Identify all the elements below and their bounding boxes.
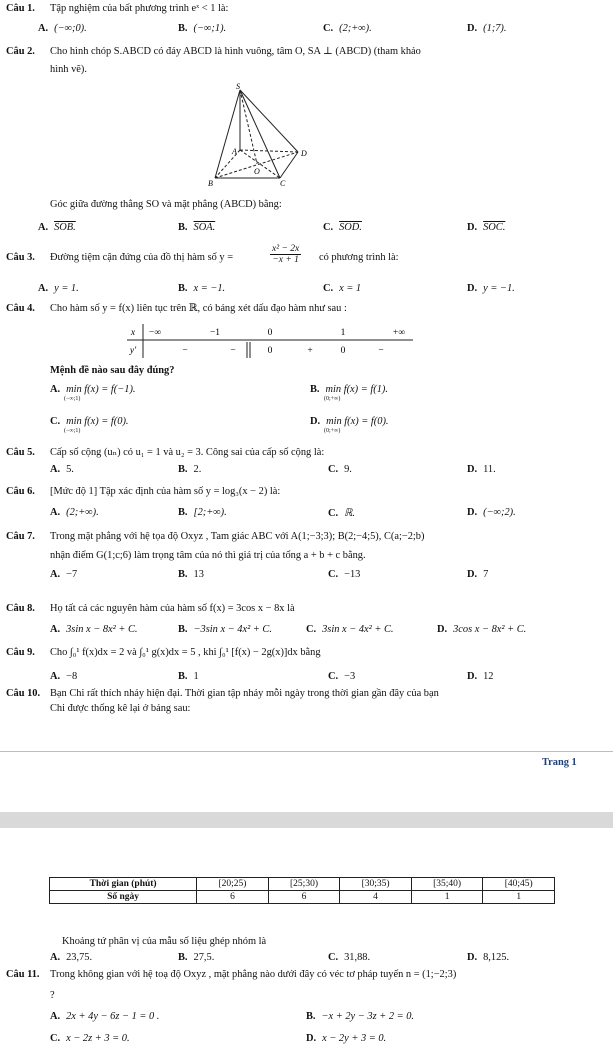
option-c[interactable]: C. (2;+∞). bbox=[323, 23, 372, 34]
question-number: Câu 5. bbox=[6, 447, 35, 458]
question-text-cont: hình vẽ). bbox=[50, 64, 87, 75]
svg-text:0: 0 bbox=[267, 328, 273, 338]
option-d[interactable]: D. y = −1. bbox=[467, 283, 515, 294]
sign-table bbox=[125, 322, 415, 360]
page-break bbox=[0, 812, 613, 828]
question-text: Cấp số cộng (uₙ) có u₁ = 1 và u₂ = 3. Công sai của cấp số cộng là: bbox=[50, 447, 325, 458]
question-text: Tập nghiệm của bất phương trình eˣ < 1 là: bbox=[50, 3, 229, 14]
option-d[interactable]: D. 12 bbox=[467, 671, 494, 682]
option-a[interactable]: A. (−∞;0). bbox=[38, 23, 87, 34]
option-c[interactable]: C. ℝ. bbox=[328, 508, 355, 519]
question-text-cont: có phương trình là: bbox=[319, 252, 399, 263]
numerator: x² − 2x bbox=[272, 244, 300, 254]
question-4 bbox=[6, 302, 347, 314]
option-a[interactable]: A. 5. bbox=[50, 464, 74, 475]
option-a[interactable]: A. 2x + 4y − 6z − 1 = 0 . bbox=[50, 1011, 160, 1022]
option-c[interactable]: C. 31,88. bbox=[328, 952, 371, 963]
option-d[interactable]: D. (−∞;2). bbox=[467, 507, 516, 518]
svg-text:−: − bbox=[378, 346, 384, 356]
question-text: Cho hình chóp S.ABCD có đáy ABCD là hình vuông, tâm O, SA ⊥ (ABCD) (tham khảo bbox=[50, 46, 421, 57]
svg-text:+: + bbox=[307, 346, 313, 356]
option-c[interactable]: C. x = 1 bbox=[323, 283, 362, 294]
table-header-row: Thời gian (phút) [20;25) [25;30) [30;35) [35;40) [40;45) bbox=[50, 878, 555, 891]
question-text: Họ tất cả các nguyên hàm của hàm số f(x) = 3cos x − 8x là bbox=[50, 603, 295, 614]
option-b[interactable]: B. SOA. bbox=[178, 222, 216, 233]
label-c: C bbox=[280, 179, 286, 188]
question-number: Câu 3. bbox=[6, 252, 35, 263]
option-b[interactable]: B. min f(x) = f(1). bbox=[310, 384, 388, 395]
page-number: Trang 1 bbox=[542, 757, 577, 768]
question-text: Trong không gian với hệ toạ độ Oxyz , mặt phẳng nào dưới đây có véc tơ pháp tuyến n = (1;−2;3) bbox=[50, 969, 457, 980]
option-b[interactable]: B. 1 bbox=[178, 671, 199, 682]
option-a[interactable]: A. min f(x) = f(−1). bbox=[50, 384, 136, 395]
question-number: Câu 4. bbox=[6, 303, 35, 314]
option-d[interactable]: D. 11. bbox=[467, 464, 496, 475]
label-s: S bbox=[236, 82, 240, 91]
option-b[interactable]: B. [2;+∞). bbox=[178, 507, 227, 518]
option-a[interactable]: A. −8 bbox=[50, 671, 78, 682]
question-text-cont: Chi được thống kê lại ở bảng sau: bbox=[50, 703, 191, 714]
option-b[interactable]: B. 13 bbox=[178, 569, 204, 580]
label-o: O bbox=[254, 167, 260, 176]
option-b[interactable]: B. −3sin x − 4x² + C. bbox=[178, 624, 272, 635]
svg-text:−∞: −∞ bbox=[148, 328, 162, 338]
question-11 bbox=[6, 969, 456, 980]
table-row: Số ngày 6 6 4 1 1 bbox=[50, 891, 555, 904]
question-text: Đường tiệm cận đứng của đồ thị hàm số y = bbox=[50, 252, 234, 263]
option-b[interactable]: B. x = −1. bbox=[178, 283, 226, 294]
option-d[interactable]: D. 3cos x − 8x² + C. bbox=[437, 624, 527, 635]
question-number: Câu 8. bbox=[6, 603, 35, 614]
option-b[interactable]: B. −x + 2y − 3z + 2 = 0. bbox=[306, 1011, 415, 1022]
question-7 bbox=[6, 531, 424, 542]
svg-text:+∞: +∞ bbox=[392, 328, 406, 338]
question-6 bbox=[6, 486, 280, 497]
option-b[interactable]: B. 27,5. bbox=[178, 952, 215, 963]
question-text: Cho hàm số y = f(x) liên tục trên ℝ, có bảng xét dấu đạo hàm như sau : bbox=[50, 303, 347, 314]
question-text-cont: Góc giữa đường thẳng SO và mặt phẳng (ABCD) bằng: bbox=[50, 199, 282, 210]
page-divider bbox=[0, 751, 613, 752]
question-text: Cho ∫₀¹ f(x)dx = 2 và ∫₀¹ g(x)dx = 5 , khi ∫₀¹ [f(x) − 2g(x)]dx bằng bbox=[50, 647, 321, 658]
svg-text:−: − bbox=[230, 346, 236, 356]
question-number: Câu 6. bbox=[6, 486, 35, 497]
option-c[interactable]: C. −3 bbox=[328, 671, 356, 682]
option-d[interactable]: D. (1;7). bbox=[467, 23, 507, 34]
option-a[interactable]: A. SOB. bbox=[38, 222, 76, 233]
pyramid-figure bbox=[188, 82, 338, 192]
question-text-cont: Khoảng tứ phân vị của mẫu số liệu ghép nhóm là bbox=[62, 936, 267, 947]
option-b[interactable]: B. 2. bbox=[178, 464, 202, 475]
option-a[interactable]: A. 3sin x − 8x² + C. bbox=[50, 624, 138, 635]
option-c[interactable]: C. SOD. bbox=[323, 222, 362, 233]
option-d[interactable]: D. SOC. bbox=[467, 222, 506, 233]
denominator: −x + 1 bbox=[272, 255, 299, 265]
question-text: Trong mặt phẳng với hệ tọa độ Oxyz , Tam giác ABC với A(1;−3;3); B(2;−4;5), C(a;−2;b) bbox=[50, 531, 425, 542]
question-number: Câu 11. bbox=[6, 969, 40, 980]
svg-text:1: 1 bbox=[340, 328, 346, 338]
option-c[interactable]: C. x − 2z + 3 = 0. bbox=[50, 1033, 130, 1044]
option-a[interactable]: A. y = 1. bbox=[38, 283, 79, 294]
option-a[interactable]: A. 23,75. bbox=[50, 952, 93, 963]
question-number: Câu 1. bbox=[6, 3, 35, 14]
question-text: [Mức độ 1] Tập xác định của hàm số y = log₃(x − 2) là: bbox=[50, 486, 281, 497]
question-text-cont: nhận điểm G(1;c;6) làm trọng tâm của nó thì giá trị của tổng a + b + c bằng. bbox=[50, 550, 366, 561]
question-5 bbox=[6, 446, 324, 458]
option-d[interactable]: D. 8,125. bbox=[467, 952, 510, 963]
option-a[interactable]: A. (2;+∞). bbox=[50, 507, 99, 518]
question-number: Câu 7. bbox=[6, 531, 35, 542]
frequency-table bbox=[49, 877, 555, 904]
question-text: Bạn Chi rất thích nhảy hiện đại. Thời gian tập nhảy mỗi ngày trong thời gian gần đây của bạn bbox=[50, 688, 439, 699]
question-10 bbox=[6, 688, 439, 699]
label-a: A bbox=[232, 147, 237, 156]
option-d[interactable]: D. 7 bbox=[467, 569, 489, 580]
row-label-x: x bbox=[130, 328, 136, 338]
option-c[interactable]: C. min f(x) = f(0). bbox=[50, 416, 129, 427]
question-number: Câu 10. bbox=[6, 688, 41, 699]
svg-text:0: 0 bbox=[340, 346, 346, 356]
fraction bbox=[270, 244, 301, 265]
question-8 bbox=[6, 603, 295, 614]
option-c[interactable]: C. 9. bbox=[328, 464, 352, 475]
svg-text:−1: −1 bbox=[209, 328, 221, 338]
question-number: Câu 9. bbox=[6, 647, 35, 658]
question-3 bbox=[6, 252, 233, 263]
option-c[interactable]: C. 3sin x − 4x² + C. bbox=[306, 624, 394, 635]
svg-text:−: − bbox=[182, 346, 188, 356]
question-1 bbox=[6, 3, 228, 14]
option-d[interactable]: D. x − 2y + 3 = 0. bbox=[306, 1033, 387, 1044]
question-prompt: Mệnh đề nào sau đây đúng? bbox=[50, 365, 175, 376]
row-label-y: y' bbox=[129, 346, 137, 356]
svg-text:0: 0 bbox=[267, 346, 273, 356]
option-c[interactable]: C. −13 bbox=[328, 569, 361, 580]
question-2 bbox=[6, 45, 421, 57]
label-d: D bbox=[301, 149, 307, 158]
option-b[interactable]: B. (−∞;1). bbox=[178, 23, 227, 34]
question-9 bbox=[6, 647, 321, 658]
option-d[interactable]: D. min f(x) = f(0). bbox=[310, 416, 389, 427]
label-b: B bbox=[208, 179, 213, 188]
option-a[interactable]: A. −7 bbox=[50, 569, 78, 580]
question-number: Câu 2. bbox=[6, 46, 35, 57]
question-text-cont: ? bbox=[50, 990, 55, 1001]
